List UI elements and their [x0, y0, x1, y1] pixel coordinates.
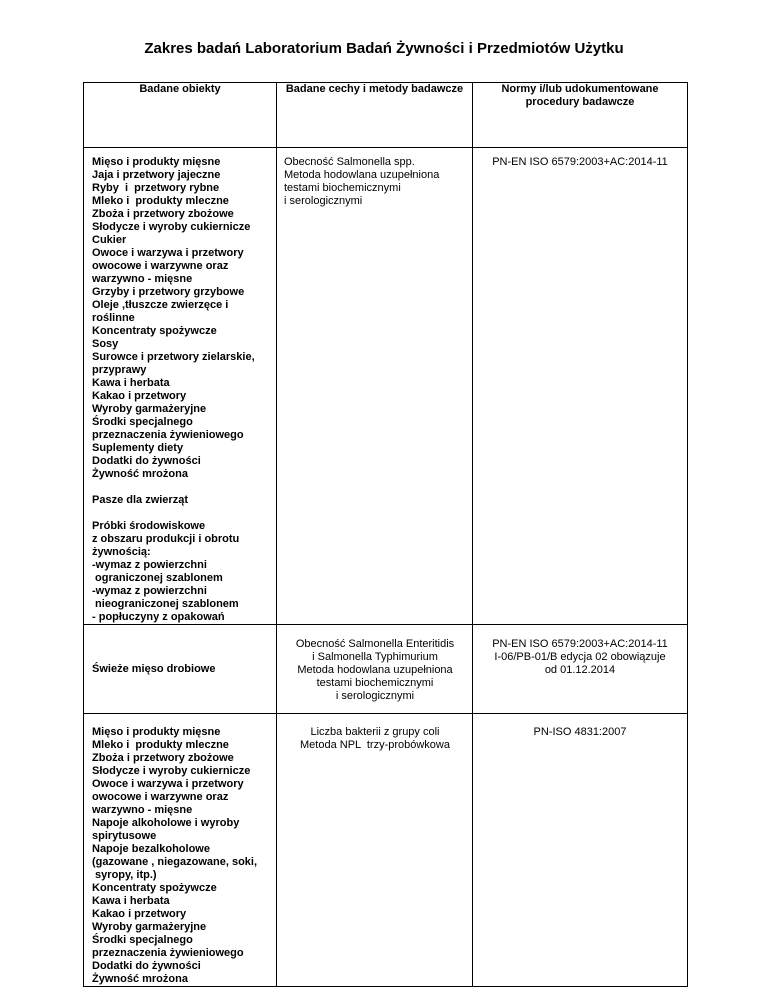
method-text: [277, 625, 472, 703]
text-line: ograniczonej szablonem: [92, 572, 223, 584]
text-line: przeznaczenia żywieniowego: [92, 429, 244, 441]
header-objects: [84, 83, 277, 148]
text-line: Napoje alkoholowe i wyroby: [92, 817, 240, 829]
text-line: spirytusowe: [92, 830, 157, 842]
text-line: Pasze dla zwierząt: [92, 494, 188, 506]
text-line: I-06/PB-01/B edycja 02 obowiązuje: [494, 651, 666, 663]
text-line: i Salmonella Typhimurium: [312, 651, 438, 663]
text-line: testami biochemicznymi: [284, 182, 401, 194]
standard-text: [473, 714, 687, 739]
text-line: Metoda hodowlana uzupełniona: [284, 169, 440, 181]
text-line: Surowce i przetwory zielarskie,: [92, 351, 255, 363]
text-line: Metoda hodowlana uzupełniona: [297, 664, 453, 676]
text-line: Mięso i produkty mięsne: [92, 156, 221, 168]
text-line: Koncentraty spożywcze: [92, 325, 217, 337]
text-line: Kawa i herbata: [92, 377, 170, 389]
objects-cell: [84, 714, 277, 987]
text-line: Próbki środowiskowe: [92, 520, 206, 532]
text-line: (gazowane , niegazowane, soki,: [92, 856, 258, 868]
text-line: Obecność Salmonella Enteritidis: [295, 638, 455, 650]
text-line: [92, 507, 270, 520]
text-line: roślinne: [92, 312, 135, 324]
text-line: Środki specjalnego: [92, 416, 193, 428]
text-line: testami biochemicznymi: [316, 677, 434, 689]
text-line: warzywno - mięsne: [92, 273, 193, 285]
text-line: Metoda NPL trzy-probówkowa: [300, 739, 450, 751]
text-line: i serologicznymi: [335, 690, 415, 702]
text-line: Zboża i przetwory zbożowe: [92, 208, 234, 220]
text-line: - popłuczyny z opakowań: [92, 611, 225, 623]
text-line: [92, 481, 270, 494]
objects-cell: [84, 625, 277, 714]
objects-cell: [84, 148, 277, 625]
text-line: Wyroby garmażeryjne: [92, 921, 207, 933]
scope-table: [83, 82, 688, 987]
table-row: [84, 714, 688, 987]
text-line: PN-ISO 4831:2007: [533, 726, 627, 738]
text-line: owocowe i warzywne oraz: [92, 260, 229, 272]
text-line: nieograniczonej szablonem: [92, 598, 239, 610]
text-line: Owoce i warzywa i przetwory: [92, 778, 244, 790]
text-line: Ryby i przetwory rybne: [92, 182, 220, 194]
text-line: Zboża i przetwory zbożowe: [92, 752, 234, 764]
page-title: Zakres badań Laboratorium Badań Żywności i Przedmiotów Użytku: [144, 40, 624, 57]
header-standards: [473, 83, 688, 148]
text-line: Suplementy diety: [92, 442, 184, 454]
table-row: [84, 625, 688, 714]
header-methods: [277, 83, 473, 148]
text-line: Słodycze i wyroby cukiernicze: [92, 221, 251, 233]
standard-cell: [473, 148, 688, 625]
text-line: Słodycze i wyroby cukiernicze: [92, 765, 251, 777]
text-line: Koncentraty spożywcze: [92, 882, 217, 894]
text-line: Oleje ,tłuszcze zwierzęce i: [92, 299, 229, 311]
objects-list: [84, 714, 276, 986]
text-line: Dodatki do żywności: [92, 455, 201, 467]
text-line: Liczba bakterii z grupy coli: [310, 726, 440, 738]
standard-cell: [473, 625, 688, 714]
text-line: Dodatki do żywności: [92, 960, 201, 972]
method-text: [277, 714, 472, 752]
objects-list: [84, 148, 276, 624]
text-line: od 01.12.2014: [544, 664, 616, 676]
text-line: Wyroby garmażeryjne: [92, 403, 207, 415]
table-header-row: [84, 83, 688, 148]
text-line: owocowe i warzywne oraz: [92, 791, 229, 803]
text-line: -wymaz z powierzchni: [92, 585, 207, 597]
standard-cell: [473, 714, 688, 987]
standard-text: [473, 148, 687, 169]
method-cell: [277, 625, 473, 714]
text-line: Grzyby i przetwory grzybowe: [92, 286, 245, 298]
text-line: Owoce i warzywa i przetwory: [92, 247, 244, 259]
text-line: przyprawy: [92, 364, 147, 376]
text-line: Środki specjalnego: [92, 934, 193, 946]
text-line: z obszaru produkcji i obrotu: [92, 533, 240, 545]
method-cell: [277, 148, 473, 625]
text-line: i serologicznymi: [284, 195, 363, 207]
text-line: Kakao i przetwory: [92, 390, 187, 402]
text-line: warzywno - mięsne: [92, 804, 193, 816]
text-line: Mięso i produkty mięsne: [92, 726, 221, 738]
text-line: Napoje bezalkoholowe: [92, 843, 210, 855]
table-row: [84, 148, 688, 625]
text-line: Kakao i przetwory: [92, 908, 187, 920]
text-line: Żywność mrożona: [92, 468, 188, 480]
text-line: Jaja i przetwory jajeczne: [92, 169, 221, 181]
text-line: żywnością:: [92, 546, 151, 558]
objects-list: [84, 663, 276, 676]
text-line: Cukier: [92, 234, 127, 246]
text-line: Mleko i produkty mleczne: [92, 739, 229, 751]
method-cell: [277, 714, 473, 987]
header-methods-label: Badane cechy i metody badawcze: [285, 83, 464, 95]
header-standards-label: Normy i/lub udokumentowane procedury badawcze: [501, 83, 659, 108]
header-objects-label: Badane obiekty: [139, 83, 221, 95]
text-line: Żywność mrożona: [92, 973, 188, 985]
text-line: Kawa i herbata: [92, 895, 170, 907]
text-line: syropy, itp.): [92, 869, 157, 881]
text-line: PN-EN ISO 6579:2003+AC:2014-11: [492, 156, 668, 168]
standard-text: [473, 625, 687, 677]
text-line: -wymaz z powierzchni: [92, 559, 207, 571]
text-line: Sosy: [92, 338, 119, 350]
text-line: przeznaczenia żywieniowego: [92, 947, 244, 959]
text-line: Świeże mięso drobiowe: [92, 662, 216, 675]
text-line: PN-EN ISO 6579:2003+AC:2014-11: [492, 638, 668, 650]
text-line: Mleko i produkty mleczne: [92, 195, 229, 207]
method-text: [277, 148, 472, 208]
text-line: Obecność Salmonella spp.: [284, 156, 415, 168]
